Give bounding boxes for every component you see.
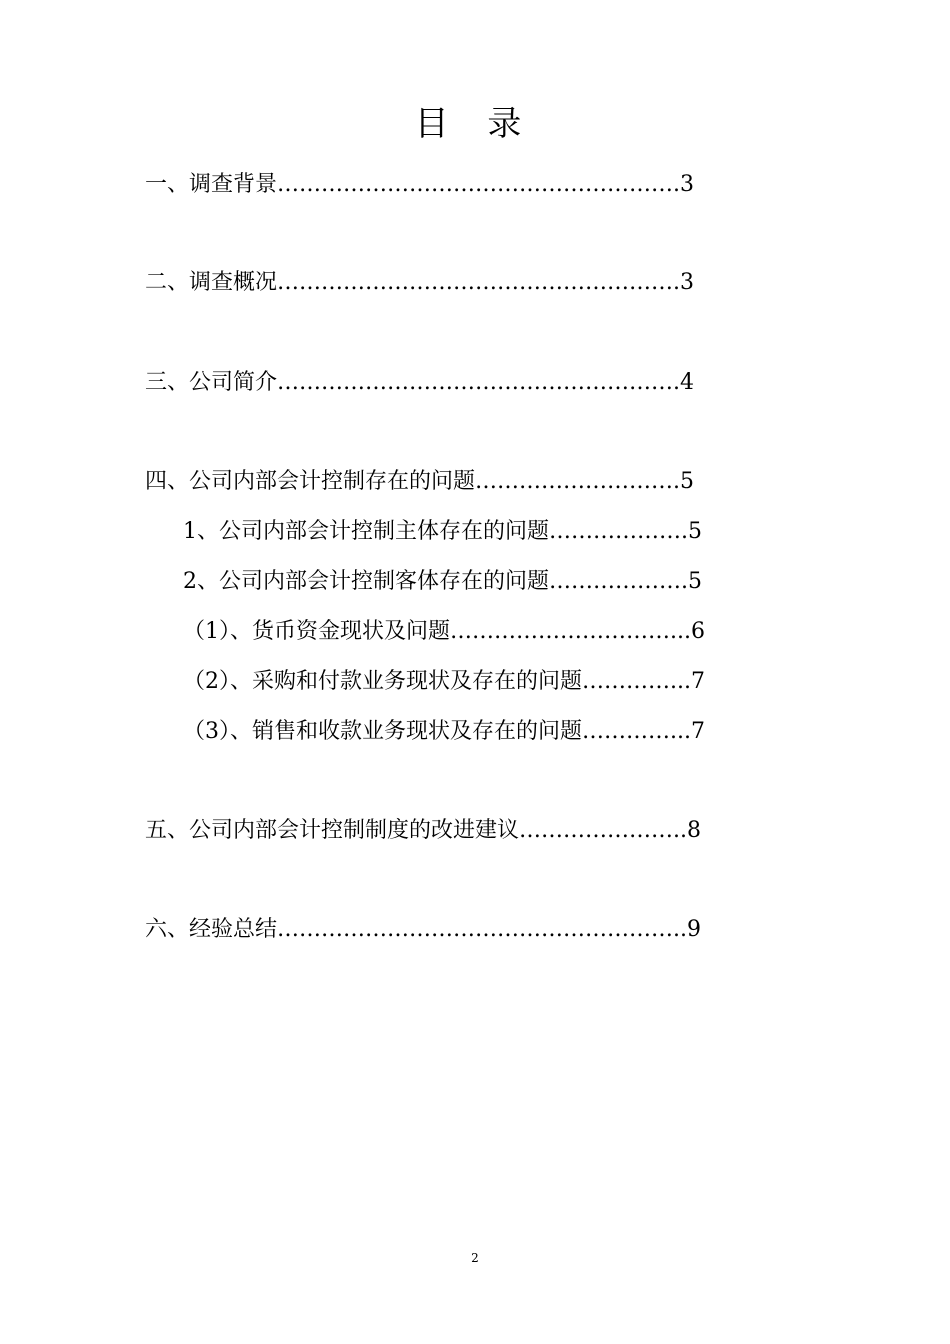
toc-entry-4-2-2[interactable]: （2）、采购和付款业务现状及存在的问题…………...7: [183, 669, 705, 694]
toc-entry-2[interactable]: 二、调查概况……………………………………………….3: [145, 270, 694, 295]
page-number: 2: [471, 1251, 479, 1265]
toc-entry-6[interactable]: 六、经验总结………………………………………………..9: [145, 917, 701, 942]
toc-entry-1[interactable]: 一、调查背景……………………………………………….3: [145, 172, 694, 197]
toc-entry-3[interactable]: 三、公司简介……………………………………………….4: [145, 370, 694, 395]
toc-entry-4-2[interactable]: 2、公司内部会计控制客体存在的问题……………….5: [183, 569, 702, 594]
toc-entry-4-2-3[interactable]: （3）、销售和收款业务现状及存在的问题…………...7: [183, 719, 705, 744]
toc-entry-4-2-1[interactable]: （1）、货币资金现状及问题…………………………...6: [183, 619, 705, 644]
toc-title: 目 录: [414, 104, 536, 144]
toc-entry-5[interactable]: 五、公司内部会计控制制度的改进建议…………………..8: [145, 818, 701, 843]
toc-entry-4-1[interactable]: 1、公司内部会计控制主体存在的问题……………….5: [183, 519, 702, 544]
toc-entry-4[interactable]: 四、公司内部会计控制存在的问题……………………….5: [145, 469, 694, 494]
